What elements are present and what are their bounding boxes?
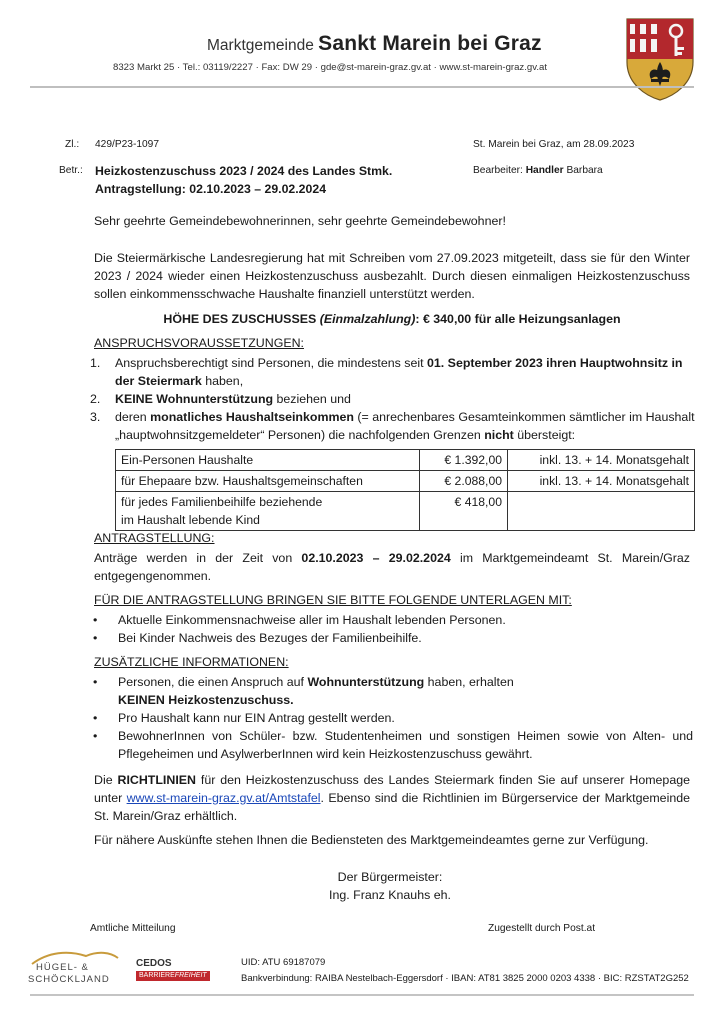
- amount-note: (Einmalzahlung): [319, 312, 416, 326]
- limit-amount: € 2.088,00: [420, 471, 508, 492]
- limit-amount: € 1.392,00: [420, 450, 508, 471]
- title-prefix: Marktgemeinde: [207, 37, 314, 54]
- documents-heading: FÜR DIE ANTRAGSTELLUNG BRINGEN SIE BITTE FOLGENDE UNTERLAGEN MIT:: [94, 593, 572, 607]
- guidelines-paragraph: Die RICHTLINIEN für den Heizkostenzuschuss des Landes Steiermark finden Sie auf unserer Homepage unter www.st-marein-graz.gv.at/Amtstafel. Ebenso sind die Richtlinien im Bürgerservice der Marktgemeinde St. Marein/Graz erhältlich.: [94, 773, 690, 823]
- huegelland-logo: HÜGEL- & SCHÖCKLJAND: [28, 948, 120, 990]
- contact-paragraph: Für nähere Auskünfte stehen Ihnen die Bediensteten des Marktgemeindeamtes gerne zur Verfügung.: [94, 833, 649, 847]
- limit-label: für jedes Familienbeihilfe beziehende im Haushalt lebende Kind: [116, 492, 420, 531]
- bearbeiter-firstname: Barbara: [566, 165, 603, 176]
- table-row: [116, 492, 695, 531]
- signature-name: Ing. Franz Knauhs eh.: [329, 888, 451, 902]
- uid: UID: ATU 69187079: [241, 957, 326, 968]
- list-item: • Personen, die einen Anspruch auf Wohnunterstützung haben, erhalten KEINEN Heizkostenzuschuss.: [93, 675, 514, 707]
- table-row: [116, 450, 695, 471]
- application-paragraph: Anträge werden in der Zeit von 02.10.2023 – 29.02.2024 im Marktgemeindeamt St. Marein/Graz entgegengenommen.: [94, 551, 690, 583]
- list-item: • Aktuelle Einkommensnachweise aller im Haushalt lebenden Personen.: [93, 613, 506, 627]
- list-item: 1. Anspruchsberechtigt sind Personen, die mindestens seit 01. September 2023 ihren Hauptwohnsitz in der Steiermark haben,: [90, 356, 683, 388]
- application-heading: ANTRAGSTELLUNG:: [94, 531, 215, 545]
- greeting: Sehr geehrte Gemeindebewohnerinnen, sehr geehrte Gemeindebewohner!: [94, 214, 506, 228]
- info-list: [93, 673, 693, 763]
- requirements-list: [90, 354, 695, 444]
- place-date: St. Marein bei Graz, am 28.09.2023: [473, 139, 635, 150]
- requirements-heading: ANSPRUCHSVORAUSSETZUNGEN:: [94, 336, 304, 350]
- bank-details: Bankverbindung: RAIBA Nestelbach-Eggersdorf · IBAN: AT81 3825 2000 0203 4338 · BIC: RZSTAT2G252: [241, 973, 689, 984]
- limit-note: inkl. 13. + 14. Monatsgehalt: [508, 471, 695, 492]
- table-row: [116, 471, 695, 492]
- official-notice: Amtliche Mitteilung: [90, 923, 176, 934]
- list-item: • BewohnerInnen von Schüler- bzw. Studentenheimen und sonstigen Heimen sowie von Alten- und Pflegeheimen und AsylwerberInnen wird kein Heizkostenzuschuss gewährt.: [93, 729, 693, 761]
- income-limits-table: [115, 449, 695, 531]
- betr-label: Betr.:: [59, 165, 83, 176]
- amount-value: : € 340,00 für alle Heizungsanlagen: [415, 312, 621, 326]
- list-item: 2. KEINE Wohnunterstützung beziehen und: [90, 392, 351, 406]
- limit-note: [508, 492, 695, 531]
- cedos-logo: CEDOS BARRIEREFREIHEIT: [136, 958, 214, 984]
- header-divider: [30, 86, 694, 88]
- delivery-note: Zugestellt durch Post.at: [488, 923, 596, 934]
- list-item: 3. deren monatliches Haushaltseinkommen (= anrechenbares Gesamteinkommen sämtlicher im Haushalt „hauptwohnsitzgemeldeter“ Personen) die nachfolgenden Grenzen nicht übersteigt:: [90, 410, 695, 442]
- amount-line: [94, 310, 690, 328]
- zl-label: Zl.:: [65, 139, 80, 150]
- bearbeiter-label: Bearbeiter:: [473, 165, 523, 176]
- title-main: Sankt Marein bei Graz: [318, 32, 542, 55]
- bearbeiter-surname: Handler: [525, 165, 564, 176]
- subject-line-1: Heizkostenzuschuss 2023 / 2024 des Landes Stmk.: [95, 164, 393, 178]
- signature-block: [260, 868, 520, 904]
- list-item: • Bei Kinder Nachweis des Bezuges der Familienbeihilfe.: [93, 631, 422, 645]
- header-address: 8323 Markt 25 · Tel.: 03119/2227 · Fax: DW 29 · gde@st-marein-graz.gv.at · www.st-marein-graz.gv.at: [113, 62, 547, 73]
- amount-label: HÖHE DES ZUSCHUSSES: [163, 312, 320, 326]
- bearbeiter: [473, 165, 603, 176]
- list-item: • Pro Haushalt kann nur EIN Antrag gestellt werden.: [93, 711, 395, 725]
- page-title: [207, 32, 542, 56]
- signature-title: Der Bürgermeister:: [337, 870, 443, 884]
- footer-divider: [30, 994, 694, 996]
- limit-label: Ein-Personen Haushalte: [116, 450, 420, 471]
- subject: [95, 162, 392, 198]
- info-heading: ZUSÄTZLICHE INFORMATIONEN:: [94, 655, 289, 669]
- limit-note: inkl. 13. + 14. Monatsgehalt: [508, 450, 695, 471]
- zl-value: 429/P23-1097: [95, 139, 160, 150]
- limit-amount: € 418,00: [420, 492, 508, 531]
- coat-of-arms-icon: [624, 16, 696, 102]
- subject-line-2: Antragstellung: 02.10.2023 – 29.02.2024: [95, 182, 327, 196]
- intro-paragraph: Die Steiermärkische Landesregierung hat mit Schreiben vom 27.09.2023 mitgeteilt, dass sie für den Winter 2023 / 2024 wieder einen Heizkostenzuschuss ausbezahlt. Durch diesen einmaligen Heizkostenzuschuss sollen einkommensschwache Haushalte finanziell unterstützt werden.: [94, 251, 690, 301]
- documents-list: [93, 611, 693, 647]
- amtstafel-link[interactable]: www.st-marein-graz.gv.at/Amtstafel: [126, 791, 321, 805]
- limit-label: für Ehepaare bzw. Haushaltsgemeinschaften: [116, 471, 420, 492]
